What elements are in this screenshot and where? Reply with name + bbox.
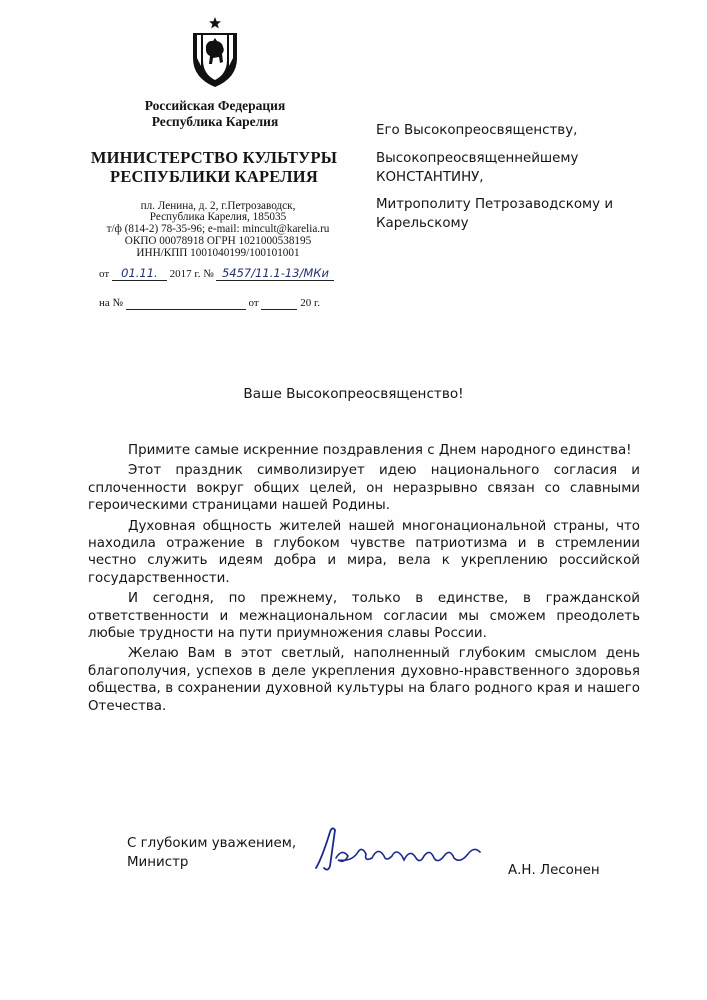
paragraph-2: Этот праздник символизирует идею национального согласия и сплоченности вокруг общих целей, он неразрывно связан со славными героическими страницами нашей Родины. (88, 463, 640, 514)
to-from-label: от (248, 297, 259, 309)
address-line1: пл. Ленина, д. 2, г.Петрозаводск, (140, 200, 296, 212)
addressee-line5: Карельскому (376, 216, 469, 231)
contacts-line: т/ф (814-2) 78-35-96; e-mail: mincult@karelia.ru (106, 223, 330, 235)
header-republic: Республика Карелия (151, 114, 279, 129)
addressee-line1: Его Высокопреосвященству, (376, 123, 578, 138)
signer-name: А.Н. Лесонен (508, 863, 600, 878)
ministry-name-line2: РЕСПУБЛИКИ КАРЕЛИЯ (110, 167, 318, 186)
to-year-label: 20 г. (300, 297, 320, 309)
codes-line1: ОКПО 00078918 ОГРН 1021000538195 (124, 235, 312, 247)
letter-body (88, 442, 640, 718)
karelia-coat-of-arms-emblem (189, 16, 241, 88)
paragraph-4: И сегодня, по прежнему, только в единстве, в гражданской ответственности и межнациональном согласии мы сможем преодолеть любые трудности на пути приумножения славы России. (88, 591, 640, 642)
from-label: от (99, 268, 110, 280)
header-country: Российская Федерация (144, 98, 286, 113)
handwritten-number: 5457/11.1-13/МКи (221, 266, 329, 280)
paragraph-3: Духовная общность жителей нашей многонациональной страны, что находила отражение в глубоком чувстве патриотизма и в стремлении честно служить идеям добра и мира, вела к укреплению российской государственности. (88, 518, 640, 586)
addressee-line2: Высокопреосвященнейшему (376, 151, 579, 166)
paragraph-5: Желаю Вам в этот светлый, наполненный глубоким смыслом день благополучия, успехов в деле укрепления духовно-нравственного здоровья общества, в сохранении духовной культуры на благо родного края и нашего Отечества. (88, 646, 640, 714)
outgoing-reference (99, 266, 334, 281)
address-line2: Республика Карелия, 185035 (149, 211, 287, 223)
salutation: Ваше Высокопреосвященство! (243, 386, 464, 402)
codes-line2: ИНН/КПП 1001040199/100101001 (136, 247, 300, 259)
incoming-reference (99, 297, 320, 310)
closing-line1: С глубоким уважением, (127, 836, 297, 851)
ministry-name-line1: МИНИСТЕРСТВО КУЛЬТУРЫ (90, 148, 338, 167)
addressee-line3: КОНСТАНТИНУ, (376, 170, 484, 185)
paragraph-1: Примите самые искренние поздравления с Днем народного единства! (128, 443, 632, 458)
handwritten-signature (312, 818, 487, 878)
addressee-line4: Митрополиту Петрозаводскому и (376, 197, 614, 212)
handwritten-date: 01.11. (121, 266, 158, 280)
to-label: на № (99, 297, 124, 309)
year-label: 2017 г. № (169, 268, 214, 280)
closing-title: Министр (127, 855, 189, 870)
